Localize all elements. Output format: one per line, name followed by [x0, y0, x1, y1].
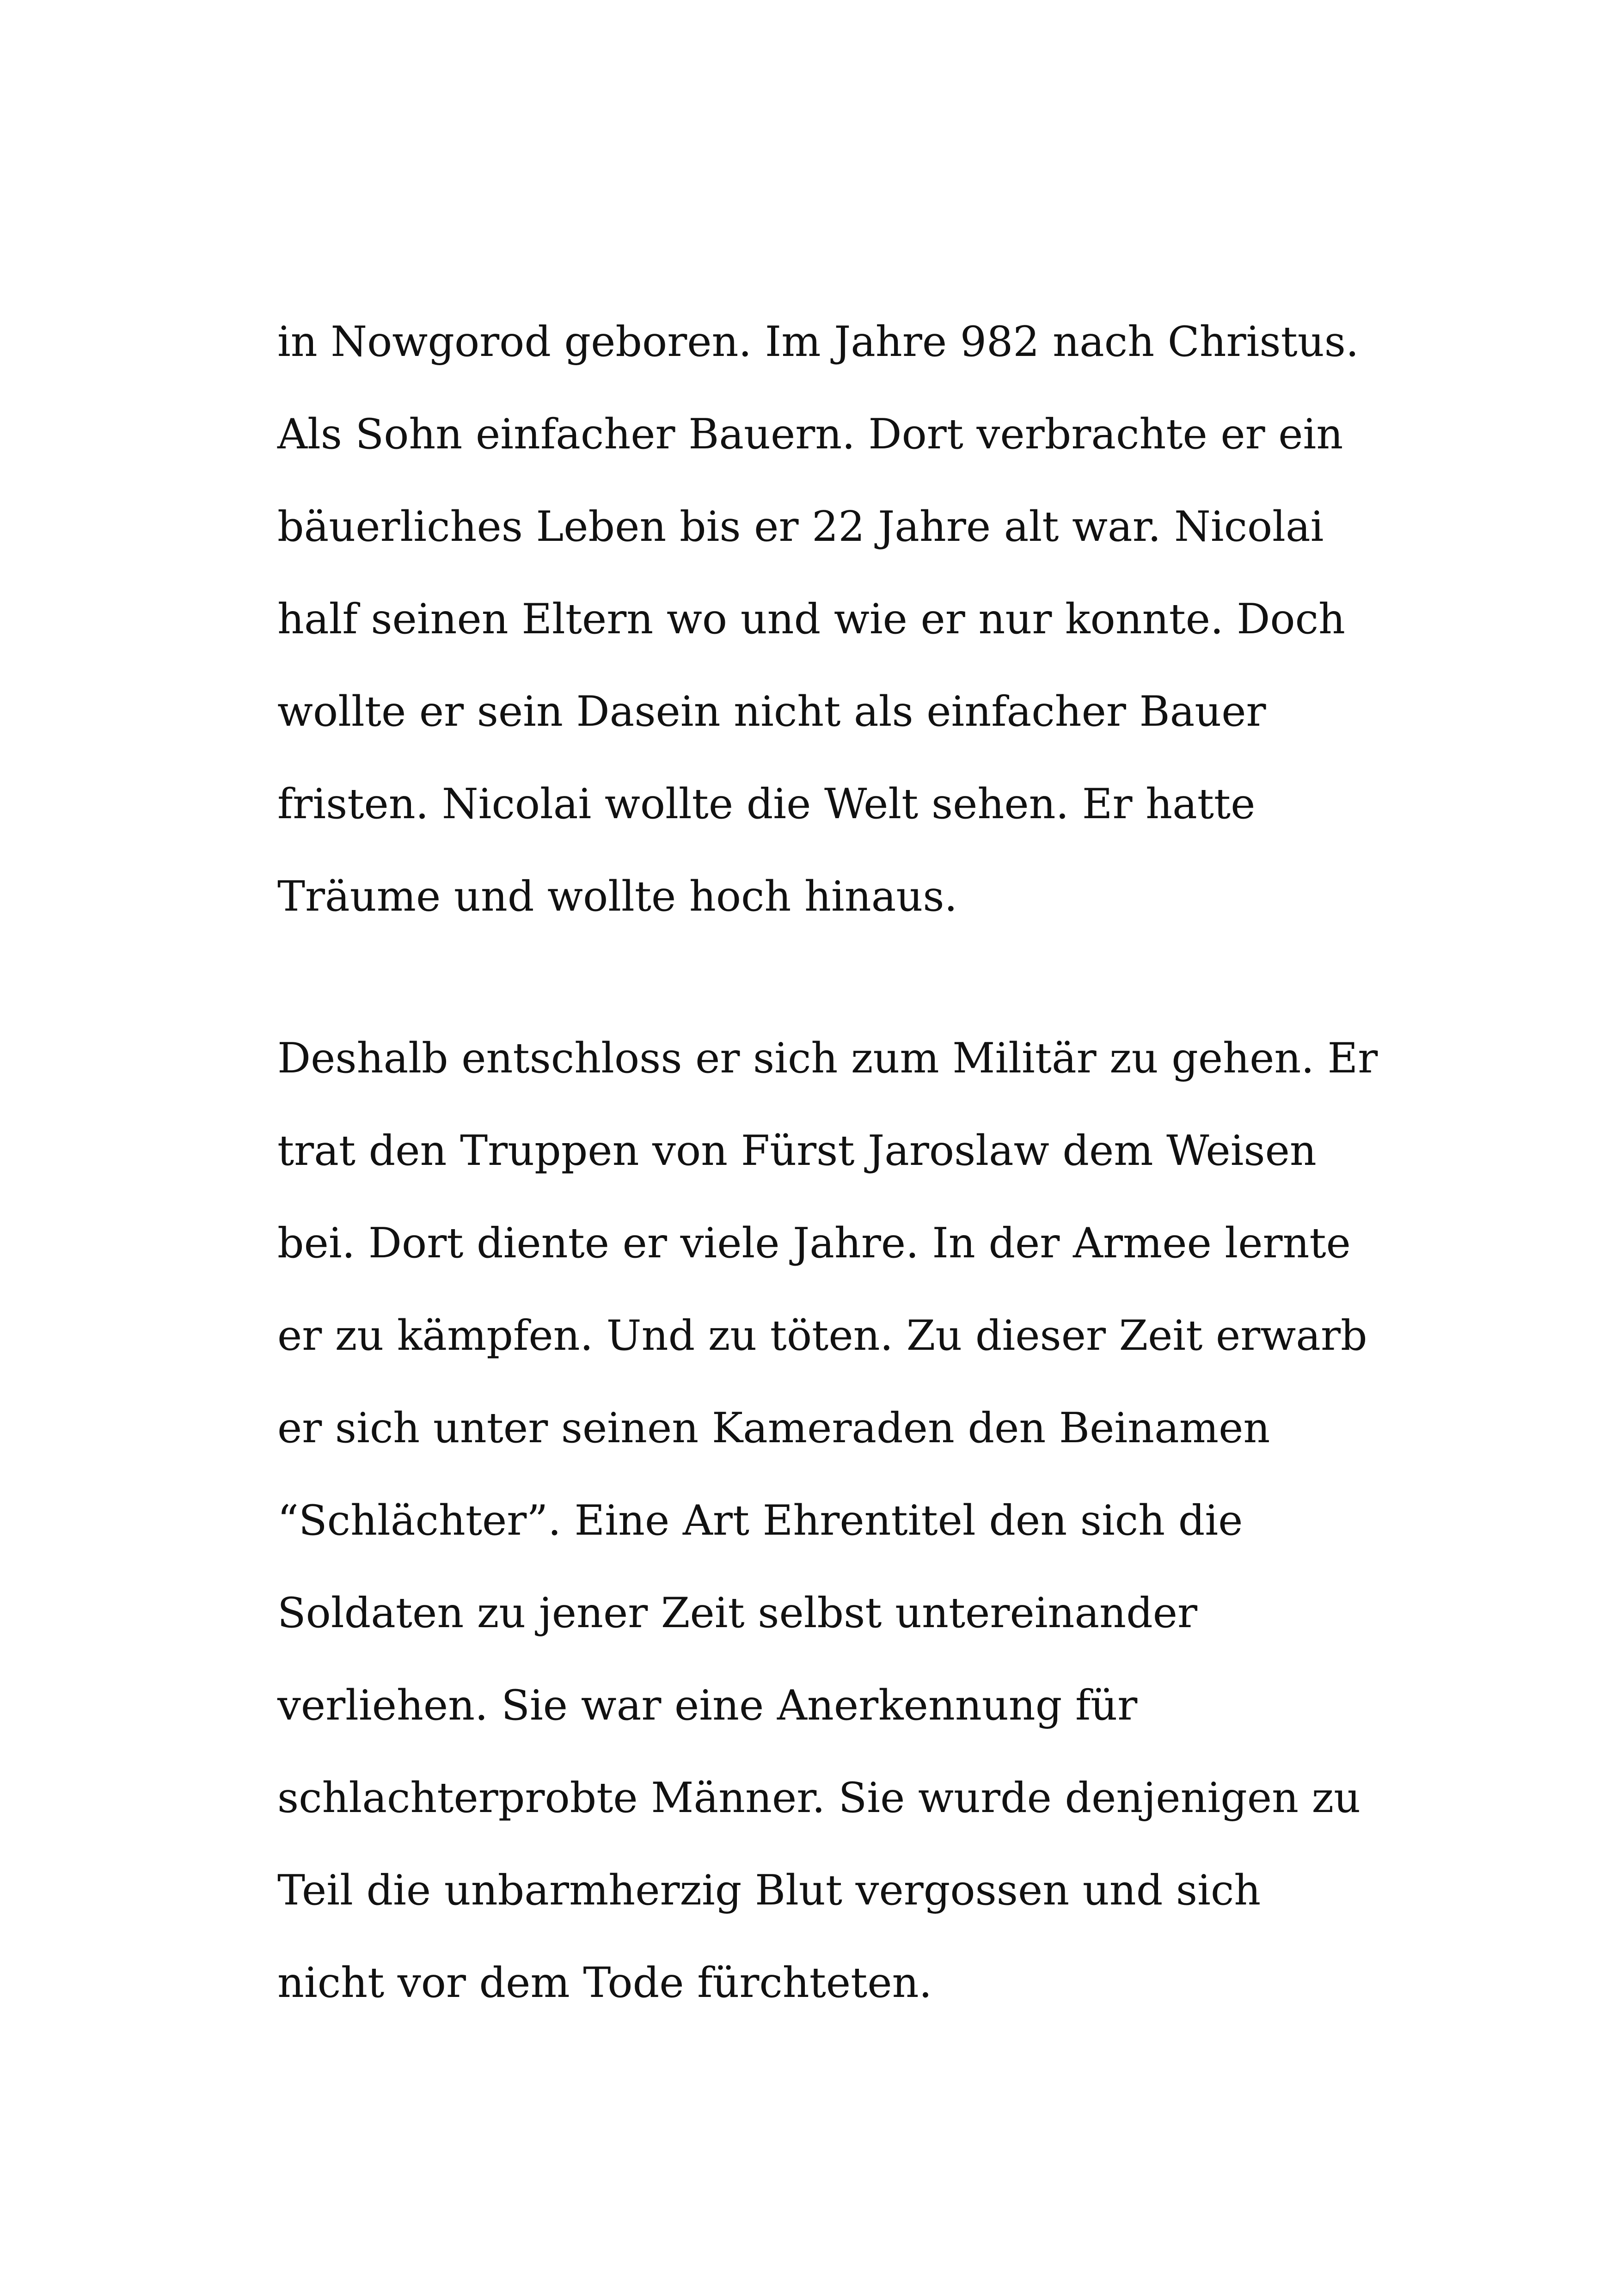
text-line: er sich unter seinen Kameraden den Beinamen [277, 1404, 1270, 1452]
paragraph [277, 1012, 1396, 2029]
text-line: in Nowgorod geboren. Im Jahre 982 nach Christus. [277, 318, 1359, 366]
paragraph [277, 296, 1396, 943]
text-line: “Schlächter”. Eine Art Ehrentitel den sich die [277, 1496, 1243, 1545]
text-line: nicht vor dem Tode fürchteten. [277, 1959, 932, 2007]
text-line: half seinen Eltern wo und wie er nur konnte. Doch [277, 595, 1345, 643]
body-text [277, 296, 1396, 2029]
text-line: Deshalb entschloss er sich zum Militär zu gehen. Er [277, 1034, 1378, 1083]
text-line: verliehen. Sie war eine Anerkennung für [277, 1681, 1138, 1730]
text-line: trat den Truppen von Fürst Jaroslaw dem Weisen [277, 1127, 1317, 1175]
text-line: bäuerliches Leben bis er 22 Jahre alt war. Nicolai [277, 502, 1324, 551]
text-line: schlachterprobte Männer. Sie wurde denjenigen zu [277, 1774, 1361, 1822]
text-line: bei. Dort diente er viele Jahre. In der Armee lernte [277, 1219, 1351, 1267]
text-line: Als Sohn einfacher Bauern. Dort verbrachte er ein [277, 410, 1343, 459]
text-line: er zu kämpfen. Und zu töten. Zu dieser Zeit erwarb [277, 1311, 1367, 1360]
text-line: wollte er sein Dasein nicht als einfacher Bauer [277, 687, 1266, 736]
text-line: Soldaten zu jener Zeit selbst untereinander [277, 1589, 1197, 1637]
text-line: Träume und wollte hoch hinaus. [277, 872, 958, 921]
text-line: fristen. Nicolai wollte die Welt sehen. Er hatte [277, 780, 1256, 828]
text-line: Teil die unbarmherzig Blut vergossen und sich [277, 1866, 1261, 1915]
